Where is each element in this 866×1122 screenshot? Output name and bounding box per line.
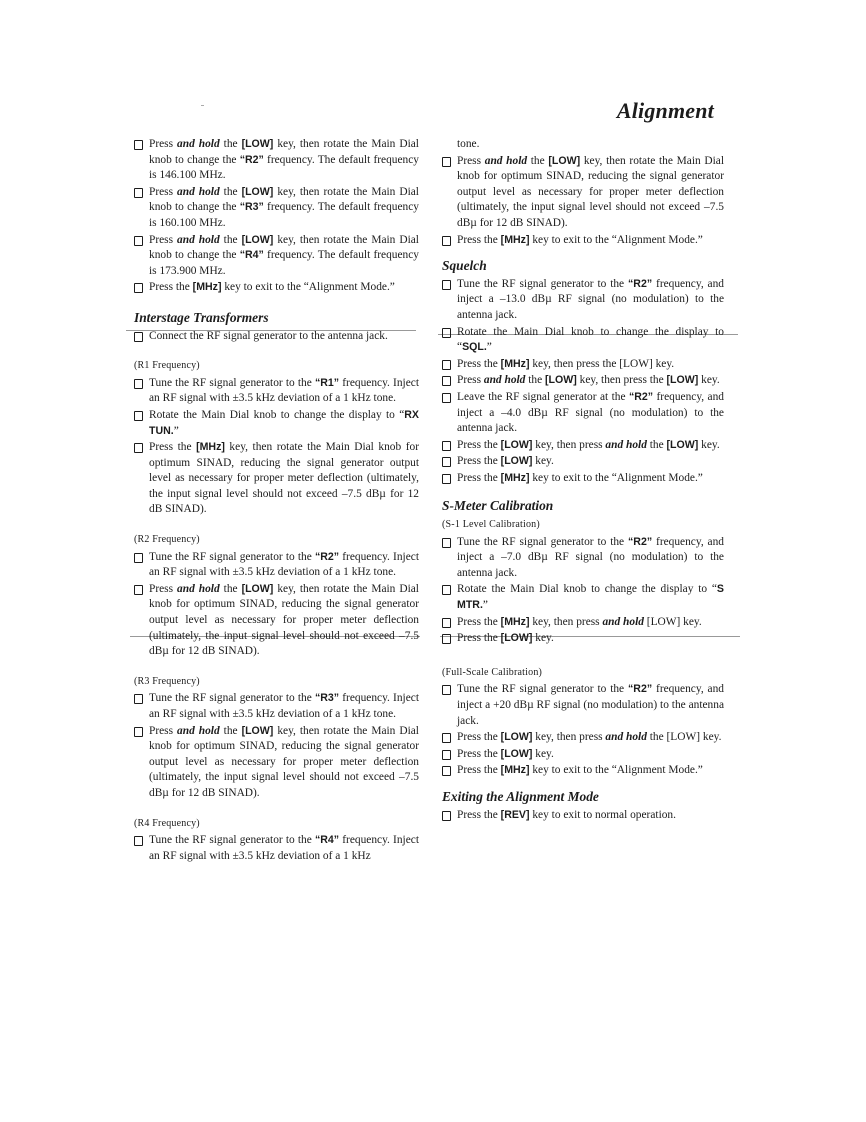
page-title: Alignment (616, 98, 714, 123)
checkbox-icon (442, 474, 451, 484)
checkbox-icon (134, 727, 143, 737)
checklist-item: Press the [REV] key to exit to normal operation. (442, 808, 724, 824)
checkbox-icon (134, 411, 143, 421)
checklist-item: Press and hold the [LOW] key, then rotate the Main Dial knob for optimum SINAD, reducing the signal generator output level as necessary for proper meter deflection (ultimately, the input signal level should not exceed –7.5 dBµ for 12 dB SINAD). (134, 724, 419, 802)
checklist-item: Press and hold the [LOW] key, then rotate the Main Dial knob to change the “R2” frequency. The default frequency is 146.100 MHz. (134, 137, 419, 184)
checkbox-icon (134, 140, 143, 150)
checklist-item: Rotate the Main Dial knob to change the display to “RX TUN.” (134, 408, 419, 439)
checklist-item: Press the [LOW] key, then press and hold the [LOW] key. (442, 438, 724, 454)
checkbox-icon (442, 236, 451, 246)
checklist-item: Press and hold the [LOW] key, then rotate the Main Dial knob to change the “R3” frequency. The default frequency is 160.100 MHz. (134, 185, 419, 232)
checkbox-icon (134, 443, 143, 453)
checkbox-icon (442, 750, 451, 760)
checklist-item: Tune the RF signal generator to the “R3” frequency. Inject an RF signal with ±3.5 kHz deviation of a 1 kHz tone. (134, 691, 419, 722)
checkbox-icon (134, 188, 143, 198)
checkbox-icon (442, 376, 451, 386)
checkbox-icon (442, 585, 451, 595)
checkbox-icon (134, 379, 143, 389)
checkbox-icon (134, 332, 143, 342)
checkbox-icon (442, 441, 451, 451)
checklist-item: Press the [MHz] key to exit to the “Alignment Mode.” (134, 280, 419, 296)
checkbox-icon (442, 733, 451, 743)
checkbox-icon (442, 634, 451, 644)
checklist-item: Press and hold the [LOW] key, then press the [LOW] key. (442, 373, 724, 389)
checkbox-icon (442, 328, 451, 338)
checklist-item: Press and hold the [LOW] key, then rotate the Main Dial knob for optimum SINAD, reducing the signal generator output level as necessary for proper meter deflection (ultimately, the input signal level should not exceed –7.5 dBµ for 12 dB SINAD). (442, 154, 724, 232)
checklist-item: Rotate the Main Dial knob to change the display to “S MTR.” (442, 582, 724, 613)
checklist-item: Leave the RF signal generator at the “R2” frequency, and inject a –4.0 dBµ RF signal (no modulation) to the antenna jack. (442, 390, 724, 437)
checkbox-icon (442, 157, 451, 167)
checklist-item: Rotate the Main Dial knob to change the display to “SQL.” (442, 325, 724, 356)
checkbox-icon (442, 457, 451, 467)
checklist-item: Press and hold the [LOW] key, then rotate the Main Dial knob to change the “R4” frequency. The default frequency is 173.900 MHz. (134, 233, 419, 280)
checkbox-icon (442, 280, 451, 290)
checkbox-icon (134, 694, 143, 704)
checklist-item: Press the [MHz] key to exit to the “Alignment Mode.” (442, 233, 724, 249)
checkbox-icon (134, 836, 143, 846)
checkbox-icon (442, 811, 451, 821)
subsection-label: (R1 Frequency) (134, 360, 200, 372)
checklist-item: Tune the RF signal generator to the “R2” frequency, and inject a –7.0 dBµ RF signal (no modulation) to the antenna jack. (442, 535, 724, 582)
checkbox-icon (134, 585, 143, 595)
scan-speck (201, 105, 204, 106)
checklist-item: Tune the RF signal generator to the “R2” frequency, and inject a –13.0 dBµ RF signal (no modulation) to the antenna jack. (442, 277, 724, 324)
subsection-label: (Full-Scale Calibration) (442, 666, 543, 678)
checkbox-icon (134, 553, 143, 563)
checkbox-icon (442, 618, 451, 628)
checkbox-icon (442, 538, 451, 548)
checklist-item: Press the [LOW] key. (442, 747, 724, 763)
left-column (134, 137, 419, 865)
checkbox-icon (134, 283, 143, 293)
checklist-item: Press the [MHz] key to exit to the “Alignment Mode.” (442, 471, 724, 487)
checklist-item: Tune the RF signal generator to the “R4” frequency. Inject an RF signal with ±3.5 kHz deviation of a 1 kHz (134, 833, 419, 864)
checkbox-icon (442, 360, 451, 370)
checklist-item: Press the [MHz] key, then rotate the Main Dial knob for optimum SINAD, reducing the signal generator output level as necessary for proper meter deflection (ultimately, the input signal level should not exceed –7.5 dBµ for 12 dB SINAD). (134, 440, 419, 518)
checklist-item: Press the [MHz] key to exit to the “Alignment Mode.” (442, 763, 724, 779)
checklist-item: Press the [LOW] key. (442, 454, 724, 470)
checklist-item: Press the [MHz] key, then press the [LOW] key. (442, 357, 724, 373)
section-heading: Squelch (442, 258, 487, 274)
checklist-item: Press the [LOW] key, then press and hold the [LOW] key. (442, 730, 724, 746)
checklist-item: Tune the RF signal generator to the “R1” frequency. Inject an RF signal with ±3.5 kHz deviation of a 1 kHz tone. (134, 376, 419, 407)
checkbox-icon (442, 685, 451, 695)
right-column (442, 137, 724, 824)
checkbox-icon (134, 236, 143, 246)
checklist-item: Press and hold the [LOW] key, then rotate the Main Dial knob for optimum SINAD, reducing the signal generator output level as necessary for proper meter deflection (ultimately, the input signal level should not exceed –7.5 dBµ for 12 dB SINAD). (134, 582, 419, 660)
checklist-item: Tune the RF signal generator to the “R2” frequency. Inject an RF signal with ±3.5 kHz deviation of a 1 kHz tone. (134, 550, 419, 581)
subsection-label: (R2 Frequency) (134, 534, 200, 546)
checklist-item: Connect the RF signal generator to the antenna jack. (134, 329, 419, 345)
subsection-label: (S-1 Level Calibration) (442, 519, 540, 531)
section-heading: Interstage Transformers (134, 309, 269, 325)
checklist-item: Tune the RF signal generator to the “R2” frequency, and inject a +20 dBµ RF signal (no modulation) to the antenna jack. (442, 682, 724, 729)
section-heading: Exiting the Alignment Mode (442, 788, 599, 804)
subsection-label: (R3 Frequency) (134, 675, 200, 687)
checklist-item: Press the [LOW] key. (442, 631, 724, 647)
checkbox-icon (442, 393, 451, 403)
section-heading: S-Meter Calibration (442, 498, 554, 514)
checklist-item: Press the [MHz] key, then press and hold [LOW] key. (442, 615, 724, 631)
checkbox-icon (442, 766, 451, 776)
subsection-label: (R4 Frequency) (134, 817, 200, 829)
continued-text: tone. (457, 138, 480, 150)
